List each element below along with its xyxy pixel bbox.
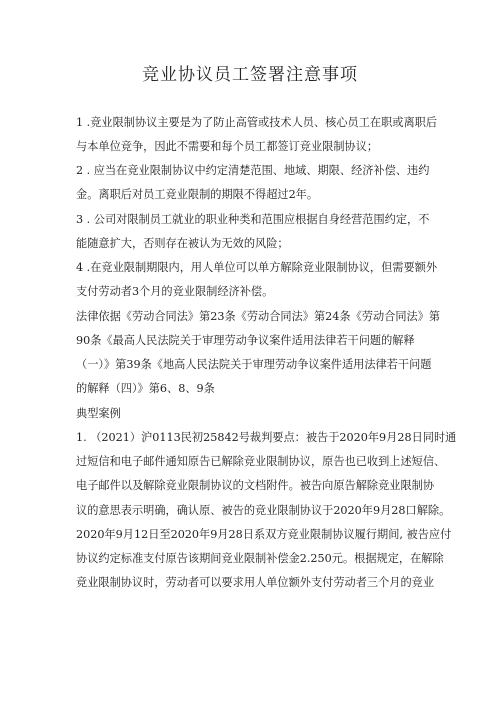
- text-line: 1 .竞业限制协议主要是为了防止高管或技术人员、核心员工在职或离职后: [76, 116, 438, 129]
- text-line: 与本单位竞争，因此不需要和每个员工都签订竞业限制协议；: [76, 140, 379, 153]
- text-line: 过短信和电子邮件通知原告已解除竞业限制协议，原告也已收到上述短信、: [76, 455, 446, 468]
- section-heading: 典型案例: [76, 407, 121, 420]
- text-line: 能随意扩大，否则存在被认为无效的风险；: [76, 237, 289, 250]
- text-line: 2020年9月12日至2020年9月28日系双方竞业限制协议履行期间, 被告应付: [76, 528, 452, 541]
- text-line: 协议约定标准支付原告该期间竞业限制补偿金2.250元。根据规定，在解除: [76, 552, 444, 565]
- text-line: 议的意思表示明确，确认原、被告的竞业限制协议于2020年9月28口解除。: [76, 504, 451, 517]
- text-line: （一）》第39条《地高人民法院关于审理劳动争议案件适用法律若干问题: [76, 358, 432, 371]
- text-line: 金。离职后对员工竞业限制的期限不得超过2年。: [76, 188, 319, 201]
- text-line: 竞业限制协议时，劳动者可以要求用人单位额外支付劳动者三个月的竞业: [76, 576, 435, 589]
- text-line: 法律依据《劳动合同法》第23条《劳动合同法》第24条《劳动合同法》第: [76, 310, 441, 323]
- text-line: 支付劳动者3个月的竞业限制经济补偿。: [76, 285, 274, 298]
- text-line: 2 . 应当在竞业限制协议中约定清楚范围、地域、期限、经济补偿、违约: [76, 164, 430, 177]
- text-line: 90条《最高人民法院关于审理劳动争议案件适用法律若干问题的解释: [76, 334, 415, 347]
- document-title: 竞业协议员工签署注意事项: [142, 65, 358, 85]
- text-line: 3 . 公司对限制员工就业的职业种类和范围应根据自身经营范围约定，不: [76, 213, 430, 226]
- text-line: 电子邮件以及解除竞业限制协议的文档附件。被告向原告解除竞业限制协: [76, 479, 435, 492]
- text-line: 1. （2021）沪0113民初25842号裁判要点：被告于2020年9月28日同时通: [76, 431, 457, 444]
- text-line: 的解释（四）》第6、8、9条: [76, 382, 215, 395]
- text-line: 4 .在竞业限制期限内，用人单位可以单方解除竞业限制协议，但需要额外: [76, 261, 438, 274]
